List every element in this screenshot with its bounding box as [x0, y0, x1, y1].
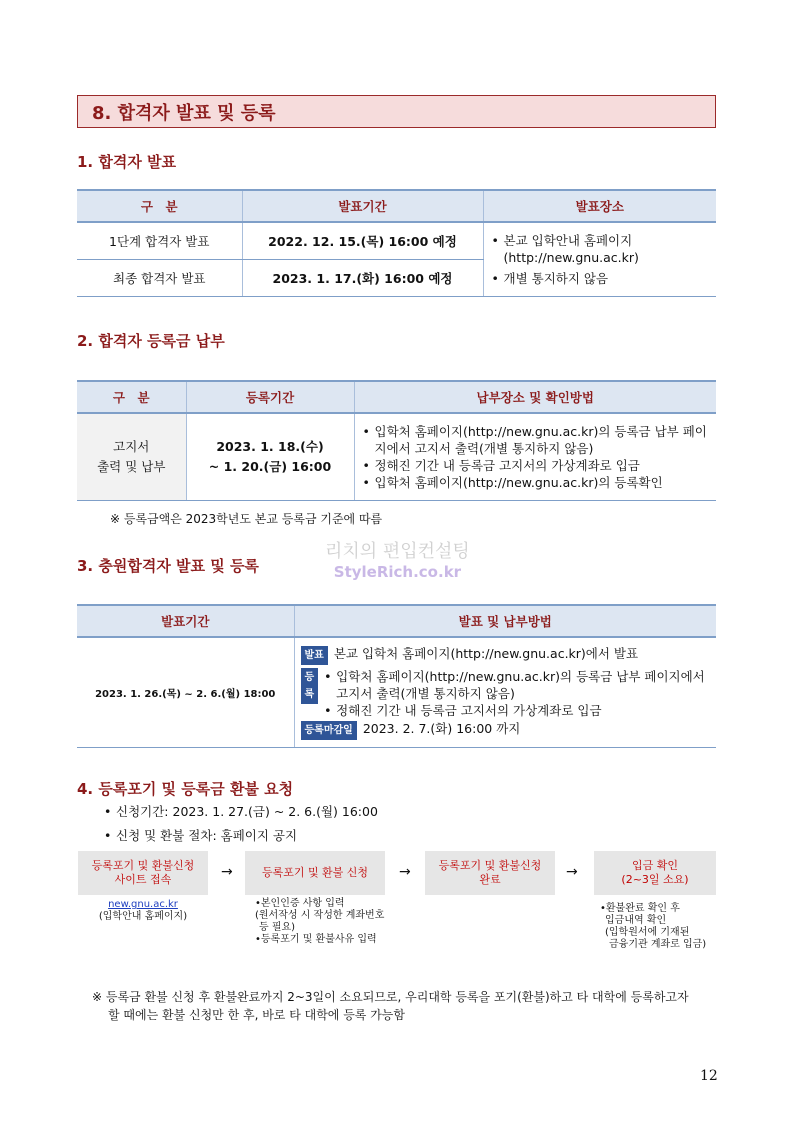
sub2-type	[77, 413, 186, 500]
register-tag: 등록	[301, 668, 319, 704]
flow-arrow: →	[221, 864, 233, 880]
flow-step-2-l1: 등록포기 및 환불 신청	[261, 866, 369, 879]
flow-step-1	[78, 851, 208, 895]
watermark-line1: 리치의 편입컨설팅	[325, 541, 470, 562]
sub4-note	[92, 988, 722, 1024]
announce-text: 본교 입학처 홈페이지(http://new.gnu.ac.kr)에서 발표	[333, 645, 639, 661]
sub2-type-line1: 고지서	[113, 438, 150, 454]
flow-step-4-l1: 입금 확인	[631, 859, 678, 872]
sub2-header-type: 구 분	[77, 381, 186, 413]
step2-note-2: (원서작성 시 작성한 계좌번호	[255, 910, 385, 921]
flow-step-4	[594, 851, 716, 895]
flow-step-2-note	[255, 898, 384, 946]
sub1-place-item: • 개별 통지하지 않음	[492, 270, 717, 287]
sub4-title: 4. 등록포기 및 등록금 환불 요청	[77, 780, 294, 798]
deadline-text: 2023. 2. 7.(화) 16:00 까지	[362, 720, 521, 736]
flow-arrow: →	[566, 864, 578, 880]
step1-sub: (입학안내 홈페이지)	[98, 911, 188, 922]
sub2-type-line2: 출력 및 납부	[97, 458, 166, 474]
sub4-note-line2: 할 때에는 환불 신청만 한 후, 바로 타 대학에 등록 가능함	[108, 1008, 405, 1022]
sub1-title: 1. 합격자 발표	[77, 153, 177, 171]
sub4-bullets	[96, 803, 378, 844]
sub2-period-line1: 2023. 1. 18.(수)	[216, 438, 324, 454]
sub1-row1-type: 1단계 합격자 발표	[77, 222, 242, 259]
sub2-note: ※ 등록금액은 2023학년도 본교 등록금 기준에 따름	[110, 512, 383, 526]
sub2-header-method: 납부장소 및 확인방법	[354, 381, 716, 413]
sub1-row1-period: 2022. 12. 15.(목) 16:00 예정	[242, 222, 483, 259]
sub4-note-line1: ※ 등록금 환불 신청 후 환불완료까지 2~3일이 소요되므로, 우리대학 등록을 포기(환불)하고 타 대학에 등록하고자	[92, 990, 689, 1004]
sub1-row2-type: 최종 합격자 발표	[77, 259, 242, 296]
step4-note-1: •환불완료 확인 후	[600, 903, 680, 914]
flow-step-3-l2: 완료	[479, 873, 501, 886]
flow-step-4-l2: (2~3일 소요)	[621, 873, 689, 886]
additional-table	[77, 604, 716, 748]
step2-note-1: •본인인증 사항 입력	[255, 898, 345, 909]
tuition-table	[77, 380, 716, 501]
register-item: • 정해진 기간 내 등록금 고지서의 가상계좌로 입금	[324, 702, 716, 719]
homepage-link[interactable]: new.gnu.ac.kr	[108, 899, 178, 910]
sub2-header-period: 등록기간	[186, 381, 354, 413]
step4-note-2: 입금내역 확인	[605, 915, 667, 926]
deadline-tag: 등록마감일	[301, 721, 357, 740]
step2-note-3: 등 필요)	[259, 922, 296, 933]
sub3-header-period: 발표기간	[77, 605, 294, 637]
sub4-bullet: • 신청 및 환불 절차: 홈페이지 공지	[104, 827, 378, 844]
watermark-line2: StyleRich.co.kr	[333, 563, 462, 581]
announcement-table	[77, 189, 716, 297]
sub3-period: 2023. 1. 26.(목) ~ 2. 6.(월) 18:00	[77, 637, 294, 747]
sub1-header-period: 발표기간	[242, 190, 483, 222]
sub2-period	[186, 413, 354, 500]
flow-step-1-note	[78, 899, 208, 923]
section-title-box	[77, 95, 716, 128]
sub4-bullet: • 신청기간: 2023. 1. 27.(금) ~ 2. 6.(월) 16:00	[104, 803, 378, 820]
step2-note-4: •등록포기 및 환불사유 입력	[255, 934, 377, 945]
flow-step-1-l2: 사이트 접속	[114, 873, 172, 886]
flow-step-1-l1: 등록포기 및 환불신청	[91, 859, 195, 872]
sub2-method-item: • 입학처 홈페이지(http://new.gnu.ac.kr)의 등록확인	[363, 474, 717, 491]
step4-note-4: 금융기관 계좌로 입금)	[609, 939, 707, 950]
step4-note-3: (입학원서에 기재된	[605, 927, 690, 938]
sub3-method	[294, 637, 716, 747]
sub1-place	[483, 222, 716, 296]
sub2-method-item: • 정해진 기간 내 등록금 고지서의 가상계좌로 입금	[363, 457, 717, 474]
sub3-title: 3. 충원합격자 발표 및 등록	[77, 557, 259, 575]
flow-arrow: →	[399, 864, 411, 880]
sub1-row2-period: 2023. 1. 17.(화) 16:00 예정	[242, 259, 483, 296]
flow-step-3-l1: 등록포기 및 환불신청	[438, 859, 542, 872]
sub2-title: 2. 합격자 등록금 납부	[77, 332, 225, 350]
sub1-header-type: 구 분	[77, 190, 242, 222]
section-title: 8. 합격자 발표 및 등록	[92, 102, 276, 124]
sub1-header-place: 발표장소	[483, 190, 716, 222]
sub2-method-item: • 입학처 홈페이지(http://new.gnu.ac.kr)의 등록금 납부 페이지에서 고지서 출력(개별 통지하지 않음)	[363, 423, 717, 457]
sub1-place-item: • 본교 입학안내 홈페이지 (http://new.gnu.ac.kr)	[492, 232, 717, 266]
flow-step-3	[425, 851, 555, 895]
announce-tag: 발표	[301, 646, 328, 665]
watermark	[325, 537, 470, 581]
register-item: • 입학처 홈페이지(http://new.gnu.ac.kr)의 등록금 납부 페이지에서 고지서 출력(개별 통지하지 않음)	[324, 668, 716, 702]
flow-step-4-note	[600, 903, 706, 951]
page-number: 12	[700, 1068, 718, 1084]
sub2-period-line2: ~ 1. 20.(금) 16:00	[208, 458, 332, 474]
flow-step-2	[245, 851, 385, 895]
sub2-method	[354, 413, 716, 500]
sub3-header-method: 발표 및 납부방법	[294, 605, 716, 637]
